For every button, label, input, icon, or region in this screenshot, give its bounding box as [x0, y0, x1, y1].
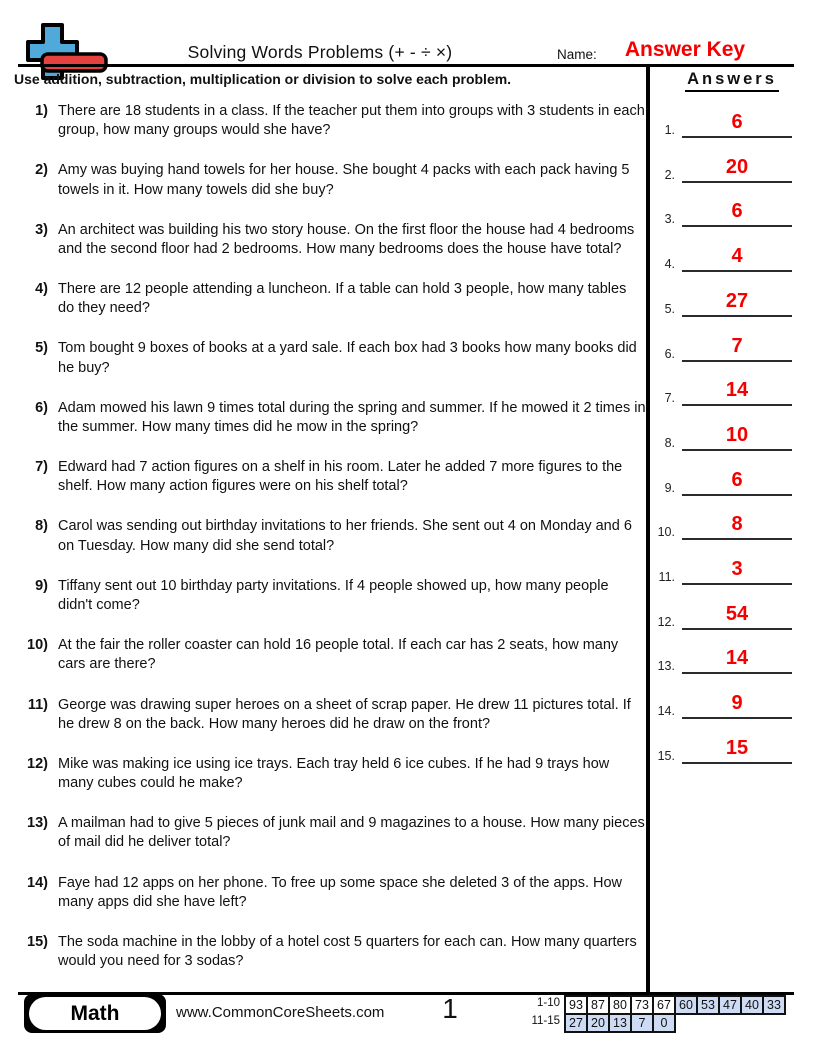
problem-item: [22, 161, 646, 200]
problem-text: Faye had 12 apps on her phone. To free up some space she deleted 3 of the apps. How many apps did she have left?: [58, 874, 623, 910]
problem-number: 5): [35, 340, 48, 357]
problem-item: [22, 874, 646, 913]
answer-value: 6: [731, 111, 743, 133]
problem-number: 14): [27, 874, 48, 891]
answer-blank-line: [682, 225, 792, 227]
score-range-label: 1-10: [536, 997, 560, 1009]
answer-blank-line: [682, 717, 792, 719]
problem-number: 11): [27, 696, 48, 713]
answer-blank-line: [682, 315, 792, 317]
score-cell: 60: [674, 995, 698, 1015]
answer-number: 14.: [657, 704, 675, 719]
answer-value: 14: [725, 647, 749, 670]
answer-value: 6: [731, 468, 743, 491]
answer-value: 54: [725, 602, 749, 625]
score-cell: 20: [586, 1013, 610, 1033]
answer-row: [653, 553, 793, 585]
answer-row: [653, 285, 793, 317]
score-cell: 13: [608, 1013, 632, 1033]
problem-text: A mailman had to give 5 pieces of junk mail and 9 magazines to a house. How many pieces of mail did he deliver total?: [58, 815, 645, 851]
answer-blank-line: [682, 628, 792, 630]
answer-blank-line: [682, 270, 792, 272]
answer-number: 15.: [657, 748, 675, 763]
problem-item: [22, 399, 646, 438]
problem-text: Carol was sending out birthday invitations to her friends. She sent out 4 on Monday and 6 on Tuesday. How many did she send total?: [58, 518, 632, 554]
answer-row: [653, 508, 793, 540]
problem-number: 2): [35, 162, 48, 179]
problem-number: 4): [35, 281, 48, 298]
answer-row: [653, 374, 793, 406]
problem-number: 9): [35, 577, 48, 594]
answer-row: [653, 151, 793, 183]
answer-blank-line: [682, 181, 792, 183]
answer-number: 12.: [657, 614, 675, 629]
answers-column-separator: [646, 64, 650, 993]
problem-text: Edward had 7 action figures on a shelf in his room. Later he added 7 more figures to the shelf. How many action figures were on his shelf total?: [58, 459, 623, 495]
answers-heading-wrap: [652, 70, 812, 92]
problem-item: [22, 577, 646, 616]
name-value-answer-key: Answer Key: [624, 38, 746, 61]
answer-value: 15: [725, 736, 749, 759]
score-cell: 93: [564, 995, 588, 1015]
problem-text: An architect was building his two story house. On the first floor the house had 4 bedrooms and the second floor had 2 bedrooms. How many bedrooms does the house have total?: [58, 221, 635, 257]
problem-number: 13): [27, 815, 48, 832]
answer-number: 9.: [664, 480, 675, 495]
answer-number: 13.: [657, 659, 675, 674]
answer-blank-line: [682, 360, 792, 362]
answer-value: 4: [731, 245, 743, 268]
answer-value: 9: [731, 692, 743, 715]
website-url: www.CommonCoreSheets.com: [176, 1004, 385, 1021]
problem-text: There are 12 people attending a luncheon. If a table can hold 3 people, how many tables do they need?: [58, 281, 627, 317]
score-cell: 53: [696, 995, 720, 1015]
score-cell: 80: [608, 995, 632, 1015]
answer-row: [653, 598, 793, 630]
answer-value: 7: [731, 334, 743, 357]
answer-blank-line: [682, 672, 792, 674]
problem-text: At the fair the roller coaster can hold 16 people total. If each car has 2 seats, how many cars are there?: [58, 637, 619, 673]
score-cell: 7: [630, 1013, 654, 1033]
answer-value: 8: [731, 513, 743, 536]
answers-heading: Answers: [685, 70, 779, 92]
answer-number: 4.: [664, 257, 675, 272]
answer-value: 6: [731, 200, 743, 223]
score-cell: 47: [718, 995, 742, 1015]
problem-item: [22, 280, 646, 319]
problem-text: Tiffany sent out 10 birthday party invitations. If 4 people showed up, how many people didn't come?: [58, 577, 609, 614]
score-cell: 0: [652, 1013, 676, 1033]
header-divider: [18, 64, 794, 67]
minus-icon: [42, 54, 106, 71]
problem-number: 6): [35, 399, 48, 416]
problem-number: 1): [35, 103, 48, 119]
problem-text: There are 18 students in a class. If the teacher put them into groups with 3 students in each group, how many groups would she have?: [58, 103, 645, 139]
problem-number: 10): [27, 637, 48, 654]
score-range-label: 11-15: [531, 1015, 560, 1027]
problem-item: [22, 517, 646, 556]
problem-text: Mike was making ice using ice trays. Each tray held 6 ice cubes. If he had 9 trays how many cubes could he make?: [58, 755, 610, 792]
answer-number: 1.: [664, 123, 675, 137]
problem-item: [22, 339, 646, 378]
problem-text: Amy was buying hand towels for her house. She bought 4 packs with each pack having 5 towels in it. How many towels did she buy?: [58, 162, 630, 198]
answer-number: 2.: [664, 167, 675, 182]
answer-row: [653, 642, 793, 674]
answer-value: 27: [725, 289, 749, 312]
answer-blank-line: [682, 494, 792, 496]
problem-item: [22, 933, 646, 972]
answer-value: 3: [731, 558, 743, 580]
score-row-cells: [566, 1013, 676, 1033]
instruction-text: Use addition, subtraction, multiplication or division to solve each problem.: [14, 71, 512, 87]
answer-blank-line: [682, 583, 792, 585]
problem-text: Tom bought 9 boxes of books at a yard sale. If each box had 3 books how many books did he buy?: [58, 340, 637, 376]
problem-item: [22, 814, 646, 853]
answer-number: 6.: [664, 346, 675, 361]
answer-value: 20: [725, 155, 749, 178]
page-title: Solving Words Problems (+ - ÷ ×): [187, 42, 453, 62]
answer-value: 10: [725, 423, 749, 446]
answer-number: 5.: [664, 301, 675, 316]
answer-row: [653, 106, 793, 138]
problem-item: [22, 755, 646, 794]
answer-row: [653, 330, 793, 362]
answer-row: [653, 687, 793, 719]
answer-blank-line: [682, 762, 792, 764]
problem-item: [22, 458, 646, 497]
answer-row: [653, 464, 793, 496]
score-cell: 33: [762, 995, 786, 1015]
problem-number: 12): [27, 755, 48, 772]
score-row-cells: [566, 995, 786, 1015]
answer-row: [653, 419, 793, 451]
score-cell: 40: [740, 995, 764, 1015]
score-cell: 87: [586, 995, 610, 1015]
answer-number: 7.: [664, 391, 675, 406]
answer-row: [653, 240, 793, 272]
answer-blank-line: [682, 404, 792, 406]
problem-text: Adam mowed his lawn 9 times total during the spring and summer. If he mowed it 2 times in the summer. How many times did he mow in the spring?: [58, 399, 646, 436]
answer-value: 14: [725, 379, 749, 402]
answer-row: [653, 732, 793, 764]
problem-number: 3): [35, 221, 48, 238]
name-label: Name:: [557, 47, 597, 62]
problem-number: 8): [35, 518, 48, 535]
answer-number: 10.: [657, 525, 675, 540]
problem-item: [22, 221, 646, 260]
subject-badge-label: Math: [29, 997, 161, 1030]
score-cell: 67: [652, 995, 676, 1015]
problem-text: The soda machine in the lobby of a hotel cost 5 quarters for each can. How many quarters would you need for 3 sodas?: [58, 933, 637, 970]
problem-item: [22, 696, 646, 735]
problem-number: 15): [27, 933, 48, 950]
page-number: 1: [442, 993, 458, 1024]
answer-blank-line: [682, 538, 792, 540]
subject-badge: [24, 994, 166, 1033]
problem-item: [22, 102, 646, 141]
answer-blank-line: [682, 449, 792, 451]
problem-number: 7): [35, 459, 48, 476]
answer-blank-line: [682, 136, 792, 138]
answer-row: [653, 195, 793, 227]
score-cell: 73: [630, 995, 654, 1015]
problem-item: [22, 636, 646, 675]
answer-number: 3.: [664, 212, 675, 227]
problem-text: George was drawing super heroes on a sheet of scrap paper. He drew 11 pictures total. If he drew 8 on the back. How many heroes did he draw on the front?: [58, 696, 631, 732]
answer-number: 8.: [664, 435, 675, 450]
score-cell: 27: [564, 1013, 588, 1033]
answer-number: 11.: [658, 570, 675, 584]
